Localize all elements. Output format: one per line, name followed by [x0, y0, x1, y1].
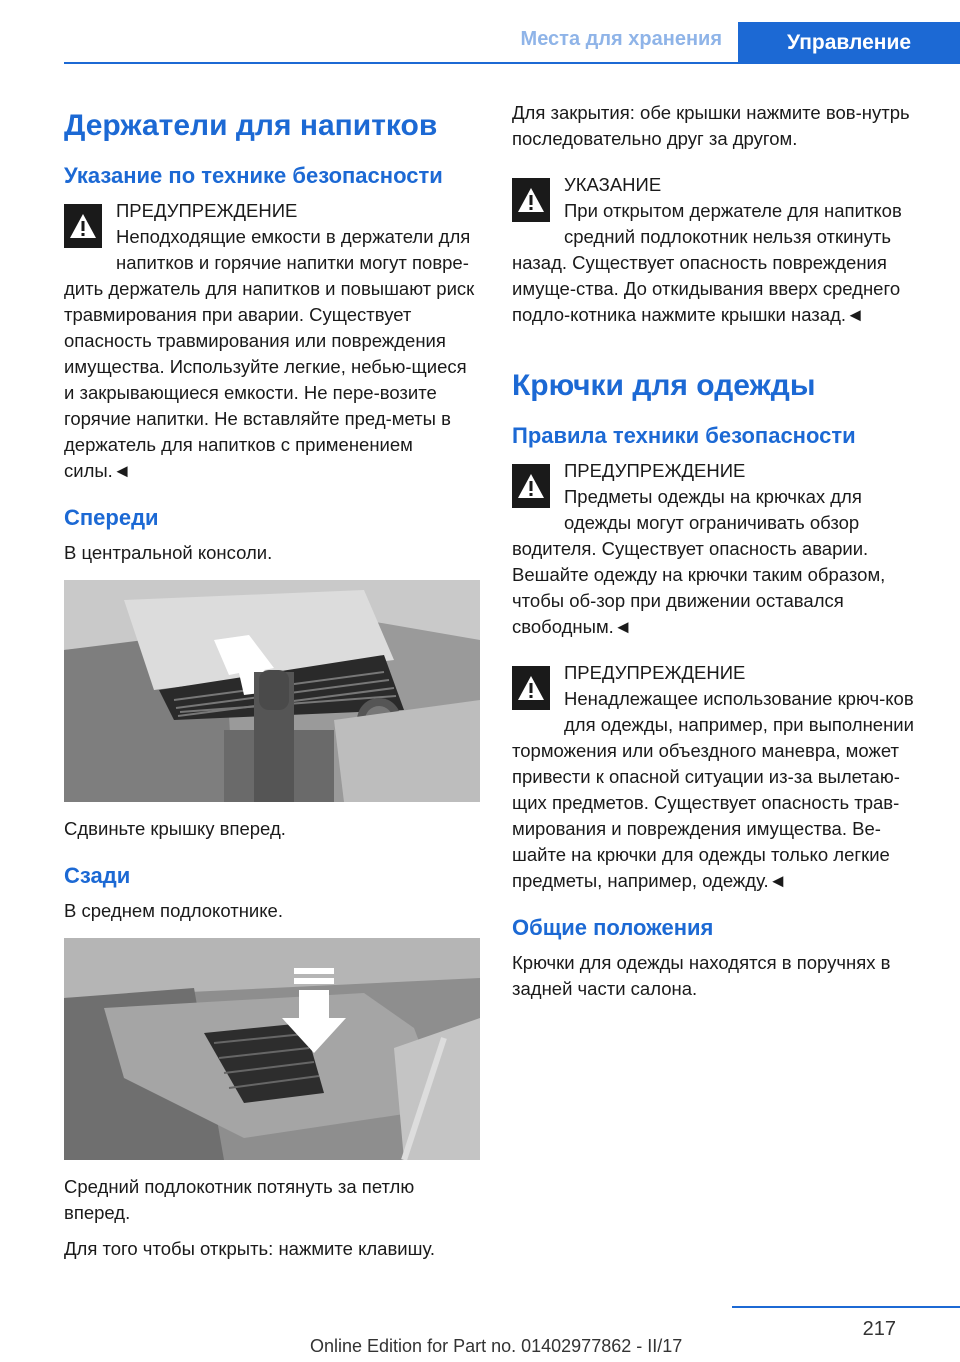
warning-block [512, 660, 928, 894]
warning-triangle-icon [512, 464, 550, 508]
warning-text: Ненадлежащее использование крюч-ков для одежды, например, при выполнении торможения или объездного маневра, может привести к опасной ситуации из-за вылетаю-щих предметов. Существует опасность трав-мирования и повреждения имущества. Ве-шайте на крючки для одежды только легкие предметы, например, одежду.◄ [512, 688, 914, 891]
rear-text: В среднем подлокотнике. [64, 900, 283, 921]
left-column [64, 100, 480, 1262]
front-console-photo [64, 580, 480, 802]
right-column [512, 100, 928, 1002]
front-caption: Сдвиньте крышку вперед. [64, 818, 286, 839]
warning-block [64, 198, 480, 484]
warning-text: Неподходящие емкости в держатели для напитков и горячие напитки могут повре-дить держатель для напитков и повышают риск травмирования при аварии. Существует опасность травмирования или повреждения имущества. Используйте легкие, небью-щиеся и закрывающиеся емкости. Не пере-возите горячие напитки. Не вставляйте пред-меты в держатель для напитков с применением силы.◄ [64, 226, 475, 481]
open-text: Для того чтобы открыть: нажмите клавишу. [64, 1238, 436, 1259]
warning-block [512, 458, 928, 640]
front-text: В центральной консоли. [64, 542, 273, 563]
page-number: 217 [862, 1318, 896, 1340]
close-text: Для закрытия: обе крышки нажмите вов-нутрь последовательно друг за другом. [512, 102, 910, 149]
warning-label: ПРЕДУПРЕЖДЕНИЕ [116, 200, 298, 221]
safety-heading: Указание по технике безопасности [64, 163, 443, 188]
rear-caption: Средний подлокотник потянуть за петлю вперед. [64, 1176, 415, 1223]
rear-armrest-photo [64, 938, 480, 1160]
note-text: При открытом держателе для напитков средний подлокотник нельзя откинуть назад. Существует опасность повреждения имуще-ства. До откидывания вверх среднего подло-котника нажмите крышки назад.◄ [512, 200, 902, 325]
edition-footer: Online Edition for Part no. 01402977862 - II/17 [310, 1336, 683, 1356]
warning-triangle-icon [512, 178, 550, 222]
front-heading: Спереди [64, 505, 159, 530]
warning-label: ПРЕДУПРЕЖДЕНИЕ [564, 460, 746, 481]
note-label: УКАЗАНИЕ [564, 174, 662, 195]
cupholders-title: Держатели для напитков [64, 109, 438, 142]
header-section-title: Места для хранения [520, 28, 722, 50]
warning-label: ПРЕДУПРЕЖДЕНИЕ [564, 662, 746, 683]
general-text: Крючки для одежды находятся в поручнях в задней части салона. [512, 952, 891, 999]
note-block [512, 172, 928, 328]
warning-triangle-icon [512, 666, 550, 710]
general-heading: Общие положения [512, 915, 714, 940]
footer-rule [732, 1306, 960, 1308]
header-chapter-tab[interactable]: Управление [738, 22, 960, 64]
header-rule [64, 62, 960, 64]
hooks-safety-heading: Правила техники безопасности [512, 423, 856, 448]
warning-triangle-icon [64, 204, 102, 248]
rear-heading: Сзади [64, 863, 131, 888]
warning-text: Предметы одежды на крючках для одежды могут ограничивать обзор водителя. Существует опасность аварии. Вешайте одежду на крючки таким образом, чтобы об-зор при движении оставался свободным.◄ [512, 486, 886, 637]
hooks-title: Крючки для одежды [512, 369, 816, 402]
